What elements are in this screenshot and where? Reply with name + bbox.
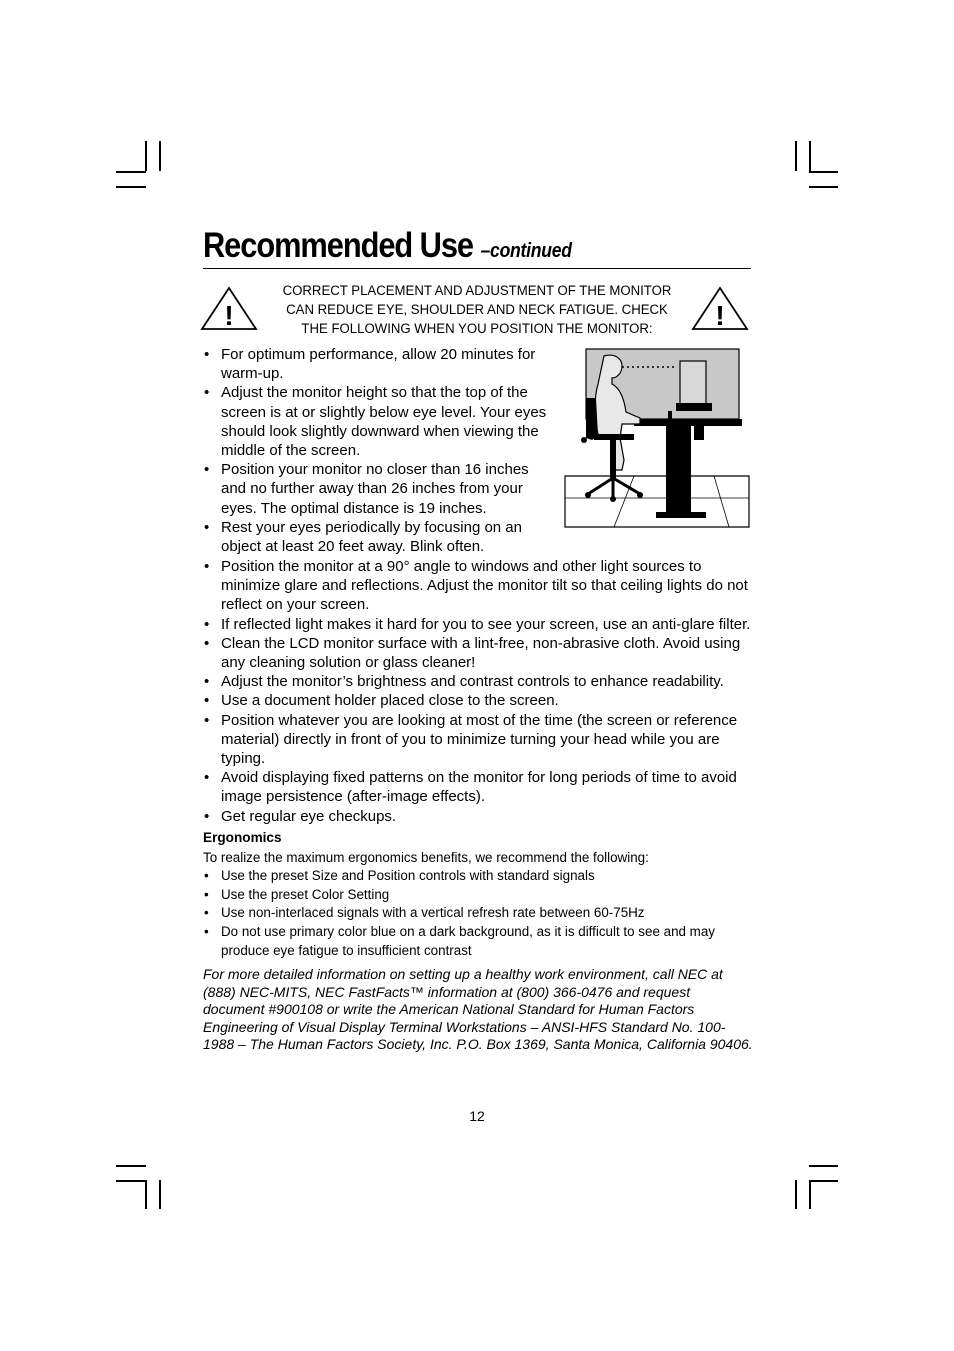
caution-text: CORRECT PLACEMENT AND ADJUSTMENT OF THE MONITOR CAN REDUCE EYE, SHOULDER AND NECK FATIGUE. CHECK THE FOLLOWING WHEN YOU POSITION THE MONITOR:	[282, 283, 672, 338]
warning-triangle-icon	[691, 285, 749, 331]
ergonomics-list	[204, 867, 724, 961]
list-item: • Do not use primary color blue on a dark background, as it is difficult to see and may produce eye fatigue to insufficient contrast	[204, 923, 724, 960]
warning-glyph: !	[224, 300, 234, 331]
page-title	[203, 224, 572, 273]
list-item: • Clean the LCD monitor surface with a lint-free, non-abrasive cloth. Avoid using any cleaning solution or glass cleaner!	[204, 634, 752, 672]
reference-note: For more detailed information on setting up a healthy work environment, call NEC at (888) NEC-MITS, NEC FastFacts™ information at (800) 366-0476 and request document #900108 or write the American National Standard for Human Factors Engineering of Visual Display Terminal Workstations – ANSI-HFS Standard No. 100-1988 – The Human Factors Society, Inc. P.O. Box 1369, Santa Monica, California 90406.	[203, 966, 753, 1052]
ergonomics-heading: Ergonomics	[203, 830, 282, 845]
list-item: • For optimum performance, allow 20 minutes for warm-up.	[204, 345, 554, 383]
list-item: • Use the preset Size and Position controls with standard signals	[204, 867, 724, 886]
list-item: • Get regular eye checkups.	[204, 807, 752, 826]
title-suffix: –continued	[480, 240, 572, 262]
list-item: • Rest your eyes periodically by focusing on an object at least 20 feet away. Blink often.	[204, 518, 554, 556]
workstation-illustration	[564, 348, 750, 528]
list-item: • Use a document holder placed close to the screen.	[204, 691, 752, 710]
warning-glyph: !	[715, 300, 725, 331]
list-item: • Position your monitor no closer than 16 inches and no further away than 26 inches from your eyes. The optimal distance is 19 inches.	[204, 460, 554, 518]
list-item: • Adjust the monitor’s brightness and contrast controls to enhance readability.	[204, 672, 752, 691]
list-item: • Position the monitor at a 90° angle to windows and other light sources to minimize glare and reflections. Adjust the monitor tilt so that ceiling lights do not reflect on your screen.	[204, 557, 752, 615]
page-number: 12	[469, 1108, 485, 1124]
page-title-block	[203, 224, 751, 269]
list-item: • Use non-interlaced signals with a vertical refresh rate between 60-75Hz	[204, 904, 724, 923]
bullet-list-top	[204, 345, 554, 556]
ergonomics-intro: To realize the maximum ergonomics benefits, we recommend the following:	[203, 850, 649, 865]
bullet-list-bottom	[204, 557, 752, 826]
list-item: • Position whatever you are looking at most of the time (the screen or reference material) directly in front of you to minimize turning your head while you are typing.	[204, 711, 752, 769]
list-item: • Avoid displaying fixed patterns on the monitor for long periods of time to avoid image persistence (after-image effects).	[204, 768, 752, 806]
title-main: Recommended Use	[203, 226, 474, 265]
list-item: • Use the preset Color Setting	[204, 886, 724, 905]
list-item: • Adjust the monitor height so that the top of the screen is at or slightly below eye level. Your eyes should look slightly downward when viewing the middle of the screen.	[204, 383, 554, 460]
warning-triangle-icon	[200, 285, 258, 331]
list-item: • If reflected light makes it hard for you to see your screen, use an anti-glare filter.	[204, 615, 752, 634]
